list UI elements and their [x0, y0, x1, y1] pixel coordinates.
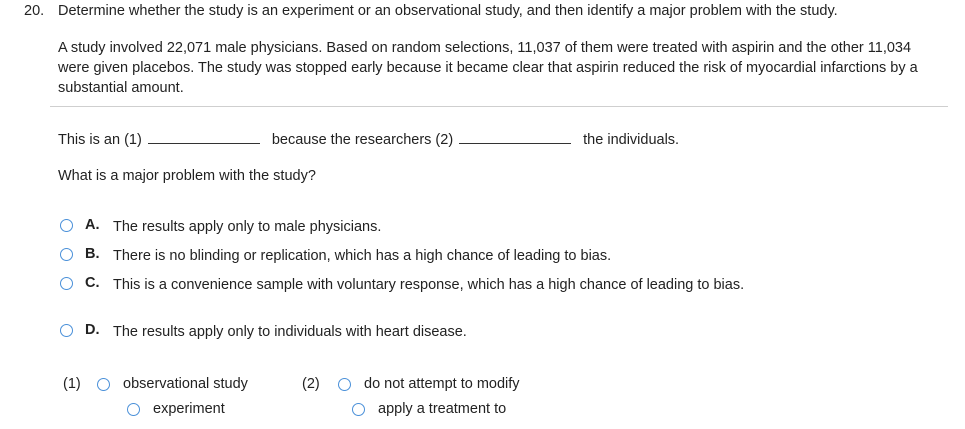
section-divider [50, 106, 948, 107]
radio-dropdown1-observational[interactable] [97, 378, 110, 391]
radio-dropdown1-experiment[interactable] [127, 403, 140, 416]
dropdown2-label: (2) [302, 376, 320, 392]
blank-2[interactable] [459, 134, 571, 144]
radio-option-a[interactable] [60, 219, 73, 232]
major-problem-question: What is a major problem with the study? [58, 168, 316, 184]
radio-dropdown2-apply-treatment[interactable] [352, 403, 365, 416]
question-number: 20. [24, 3, 45, 19]
option-text: This is a convenience sample with voluntary response, which has a high chance of leading to bias. [113, 277, 745, 293]
question-prompt: Determine whether the study is an experiment or an observational study, and then identify a major problem with the study. [58, 3, 838, 19]
option-letter: B. [85, 246, 100, 262]
dropdown1-label: (1) [63, 376, 81, 392]
option-letter: D. [85, 322, 100, 338]
fill-in-part1: This is an (1) [58, 132, 142, 148]
fill-in-part2: because the researchers (2) [271, 132, 454, 148]
option-text: The results apply only to male physicians. [113, 219, 382, 235]
option-letter: C. [85, 275, 100, 291]
option-text: The results apply only to individuals with heart disease. [113, 324, 467, 340]
choice-text: do not attempt to modify [364, 376, 520, 392]
radio-dropdown2-do-not-modify[interactable] [338, 378, 351, 391]
choice-text: observational study [123, 376, 248, 392]
radio-option-c[interactable] [60, 277, 73, 290]
fill-in-sentence [58, 132, 679, 148]
choice-text: experiment [153, 401, 225, 417]
blank-1[interactable] [148, 134, 260, 144]
radio-option-d[interactable] [60, 324, 73, 337]
choice-text: apply a treatment to [378, 401, 507, 417]
radio-option-b[interactable] [60, 248, 73, 261]
option-letter: A. [85, 217, 100, 233]
option-text: There is no blinding or replication, which has a high chance of leading to bias. [113, 248, 612, 264]
fill-in-part3: the individuals. [583, 132, 680, 148]
study-scenario: A study involved 22,071 male physicians. Based on random selections, 11,037 of them were treated with aspirin and the other 11,034 were given placebos. The study was stopped early because it became clear that aspirin reduced the risk of myocardial infarctions by a substantial amount. [58, 40, 918, 96]
